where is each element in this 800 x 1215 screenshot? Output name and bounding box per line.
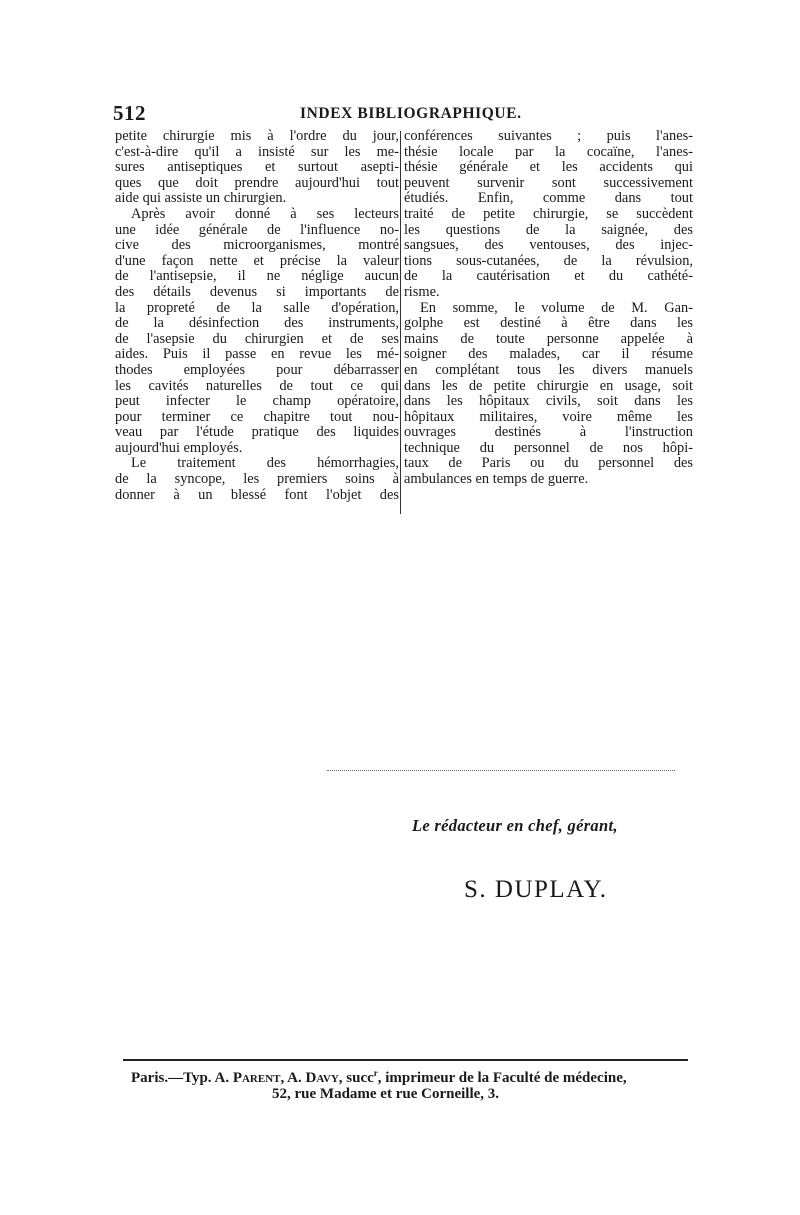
text-line: donner à un blessé font l'objet des bbox=[115, 486, 399, 503]
text-line: de la cautérisation et du cathété- bbox=[404, 268, 693, 285]
text-line: les questions de la saignée, des bbox=[404, 221, 693, 238]
text-line: étudiés. Enfin, comme dans tout bbox=[404, 190, 693, 207]
imprint-succ-sup: r bbox=[373, 1068, 378, 1078]
running-head: INDEX BIBLIOGRAPHIQUE. bbox=[300, 105, 522, 122]
text-line: Après avoir donné à ses lecteurs bbox=[131, 205, 399, 222]
left-column bbox=[115, 129, 399, 503]
text-line: sures antiseptiques et surtout asepti- bbox=[115, 159, 399, 176]
text-line: cive des microorganismes, montré bbox=[115, 237, 399, 254]
text-line: peut infecter le champ opératoire, bbox=[115, 393, 399, 410]
text-line: dans les hôpitaux civils, soit dans les bbox=[404, 393, 693, 410]
imprint-succ: , succ bbox=[338, 1070, 374, 1086]
text-line: thésie locale par la cocaïne, l'anes- bbox=[404, 143, 693, 160]
text-line: ouvrages destinés à l'instruction bbox=[404, 424, 693, 441]
signature-role: Le rédacteur en chef, gérant, bbox=[412, 816, 618, 835]
imprint-parent: Parent bbox=[232, 1070, 281, 1086]
text-line: de la syncope, les premiers soins à bbox=[115, 471, 399, 488]
text-line: soigner des malades, car il résume bbox=[404, 346, 693, 363]
text-line: Le traitement des hémorrhagies, bbox=[131, 455, 399, 472]
text-line: d'une façon nette et précise la valeur bbox=[115, 252, 399, 269]
text-fragment: dans les bbox=[404, 377, 458, 394]
text-line: c'est-à-dire qu'il a insisté sur les me- bbox=[115, 143, 399, 160]
text-line: ques que doit prendre aujourd'hui tout bbox=[115, 174, 399, 191]
text-line: peuvent survenir sont successivement bbox=[404, 174, 693, 191]
text-line: thodes employées pour débarrasser bbox=[115, 361, 399, 378]
text-line: En somme, le volume de M. Gan- bbox=[420, 299, 693, 316]
right-column bbox=[404, 129, 693, 488]
text-line: aides. Puis il passe en revue les mé- bbox=[115, 346, 399, 363]
text-line: en complétant tous les divers manuels bbox=[404, 361, 693, 378]
imprint-suffix: , imprimeur de la Faculté de médecine, bbox=[377, 1070, 627, 1086]
text-line: taux de Paris ou du personnel des bbox=[404, 455, 693, 472]
text-line: thésie générale et les accidents qui bbox=[404, 159, 693, 176]
text-line: sangsues, des ventouses, des injec- bbox=[404, 237, 693, 254]
text-line: la propreté de la salle d'opération, bbox=[115, 299, 399, 316]
imprint-address: 52, rue Madame et rue Corneille, 3. bbox=[272, 1086, 500, 1102]
text-line: risme. bbox=[404, 283, 440, 300]
imprint-line bbox=[131, 1068, 696, 1087]
text-line: golphe est destiné à être dans les bbox=[404, 315, 693, 332]
footer-rule bbox=[123, 1059, 688, 1061]
text-fragment: en usage, soit bbox=[599, 377, 693, 394]
text-line: les cavités naturelles de tout ce qui bbox=[115, 377, 399, 394]
imprint-mid: , A. bbox=[280, 1070, 306, 1086]
text-line: traité de petite chirurgie, se succèdent bbox=[404, 205, 693, 222]
text-line: mains de toute personne appelée à bbox=[404, 330, 693, 347]
text-line: tions sous-cutanées, de la révulsion, bbox=[404, 252, 693, 269]
text-line: une idée générale de l'influence no- bbox=[115, 221, 399, 238]
text-line: technique du personnel de nos hôpi- bbox=[404, 439, 693, 456]
text-line: de l'antisepsie, il ne néglige aucun bbox=[115, 268, 399, 285]
two-column-text bbox=[113, 129, 693, 515]
text-line: petite chirurgie mis à l'ordre du jour, bbox=[115, 128, 399, 144]
text-line bbox=[404, 379, 693, 395]
text-line: de l'asepsie du chirurgien et de ses bbox=[115, 330, 399, 347]
text-line: pour terminer ce chapitre tout nou- bbox=[115, 408, 399, 425]
text-line: ambulances en temps de guerre. bbox=[404, 471, 589, 488]
text-line: aujourd'hui employés. bbox=[115, 439, 243, 456]
dotted-separator bbox=[327, 770, 675, 771]
text-line: des détails devenus si importants de bbox=[115, 283, 399, 300]
text-line: hôpitaux militaires, voire même les bbox=[404, 408, 693, 425]
text-line: aide qui assiste un chirurgien. bbox=[115, 190, 287, 207]
text-line: de la désinfection des instruments, bbox=[115, 315, 399, 332]
page-number: 512 bbox=[113, 101, 146, 125]
imprint-prefix: Paris.—Typ. A. bbox=[131, 1070, 233, 1086]
column-rule bbox=[400, 131, 401, 514]
text-fragment: de petite chirurgie bbox=[468, 377, 589, 394]
text-line: conférences suivantes ; puis l'anes- bbox=[404, 128, 693, 144]
text-line: veau par l'étude pratique des liquides bbox=[115, 424, 399, 441]
signature-name: S. DUPLAY. bbox=[464, 876, 608, 903]
imprint-davy: Davy bbox=[305, 1070, 339, 1086]
